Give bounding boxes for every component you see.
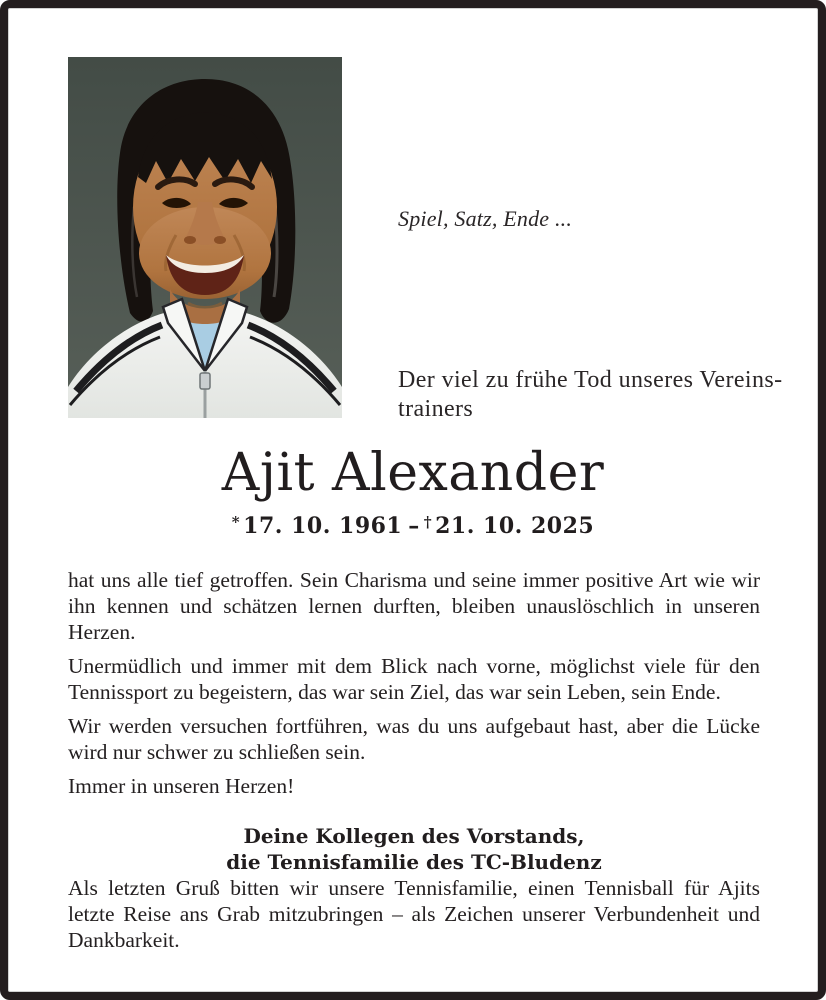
deceased-name: Ajit Alexander <box>221 443 605 503</box>
paragraph-4: Immer in unseren Herzen! <box>68 774 295 798</box>
title-block <box>8 443 818 541</box>
quote-text: Spiel, Satz, Ende ... <box>398 206 573 231</box>
paragraph-3: Wir werden versuchen fortführen, was du uns aufgebaut hast, aber die Lücke wird nur schwer zu schließen sein. <box>68 714 760 764</box>
top-section <box>8 8 818 423</box>
life-dates <box>8 507 818 541</box>
paragraph-1: hat uns alle tief getroffen. Sein Charisma und seine immer positive Art wie wir ihn kennen und schätzen lernen durften, bleiben unauslöschlich in unseren Herzen. <box>68 568 760 644</box>
paragraph-2: Unermüdlich und immer mit dem Blick nach vorne, möglichst viele für den Tennissport zu begeistern, das war sein Ziel, das war sein Leben, sein Ende. <box>68 654 760 704</box>
signature-block <box>68 823 760 875</box>
death-date: 21. 10. 2025 <box>435 513 595 539</box>
signature-line-2: die Tennisfamilie des TC-Bludenz <box>226 850 602 874</box>
date-separator: – <box>408 513 420 539</box>
signature-line-1: Deine Kollegen des Vorstands, <box>243 824 585 848</box>
intro-text <box>398 366 783 424</box>
intro-line-1: Der viel zu frühe Tod unseres Vereins- <box>398 367 783 393</box>
birth-symbol: * <box>231 513 241 531</box>
portrait-illustration <box>68 57 342 418</box>
birth-date: 17. 10. 1961 <box>243 513 403 539</box>
death-symbol: † <box>423 513 433 531</box>
intro-line-2: trainers <box>398 396 474 422</box>
obituary-body <box>68 567 760 953</box>
portrait-photo <box>68 57 342 418</box>
closing-paragraph: Als letzten Gruß bitten wir unsere Tennisfamilie, einen Tennisball für Ajits letzte Reise ans Grab mitzubringen – als Zeichen unserer Verbundenheit und Dankbarkeit. <box>68 876 760 952</box>
